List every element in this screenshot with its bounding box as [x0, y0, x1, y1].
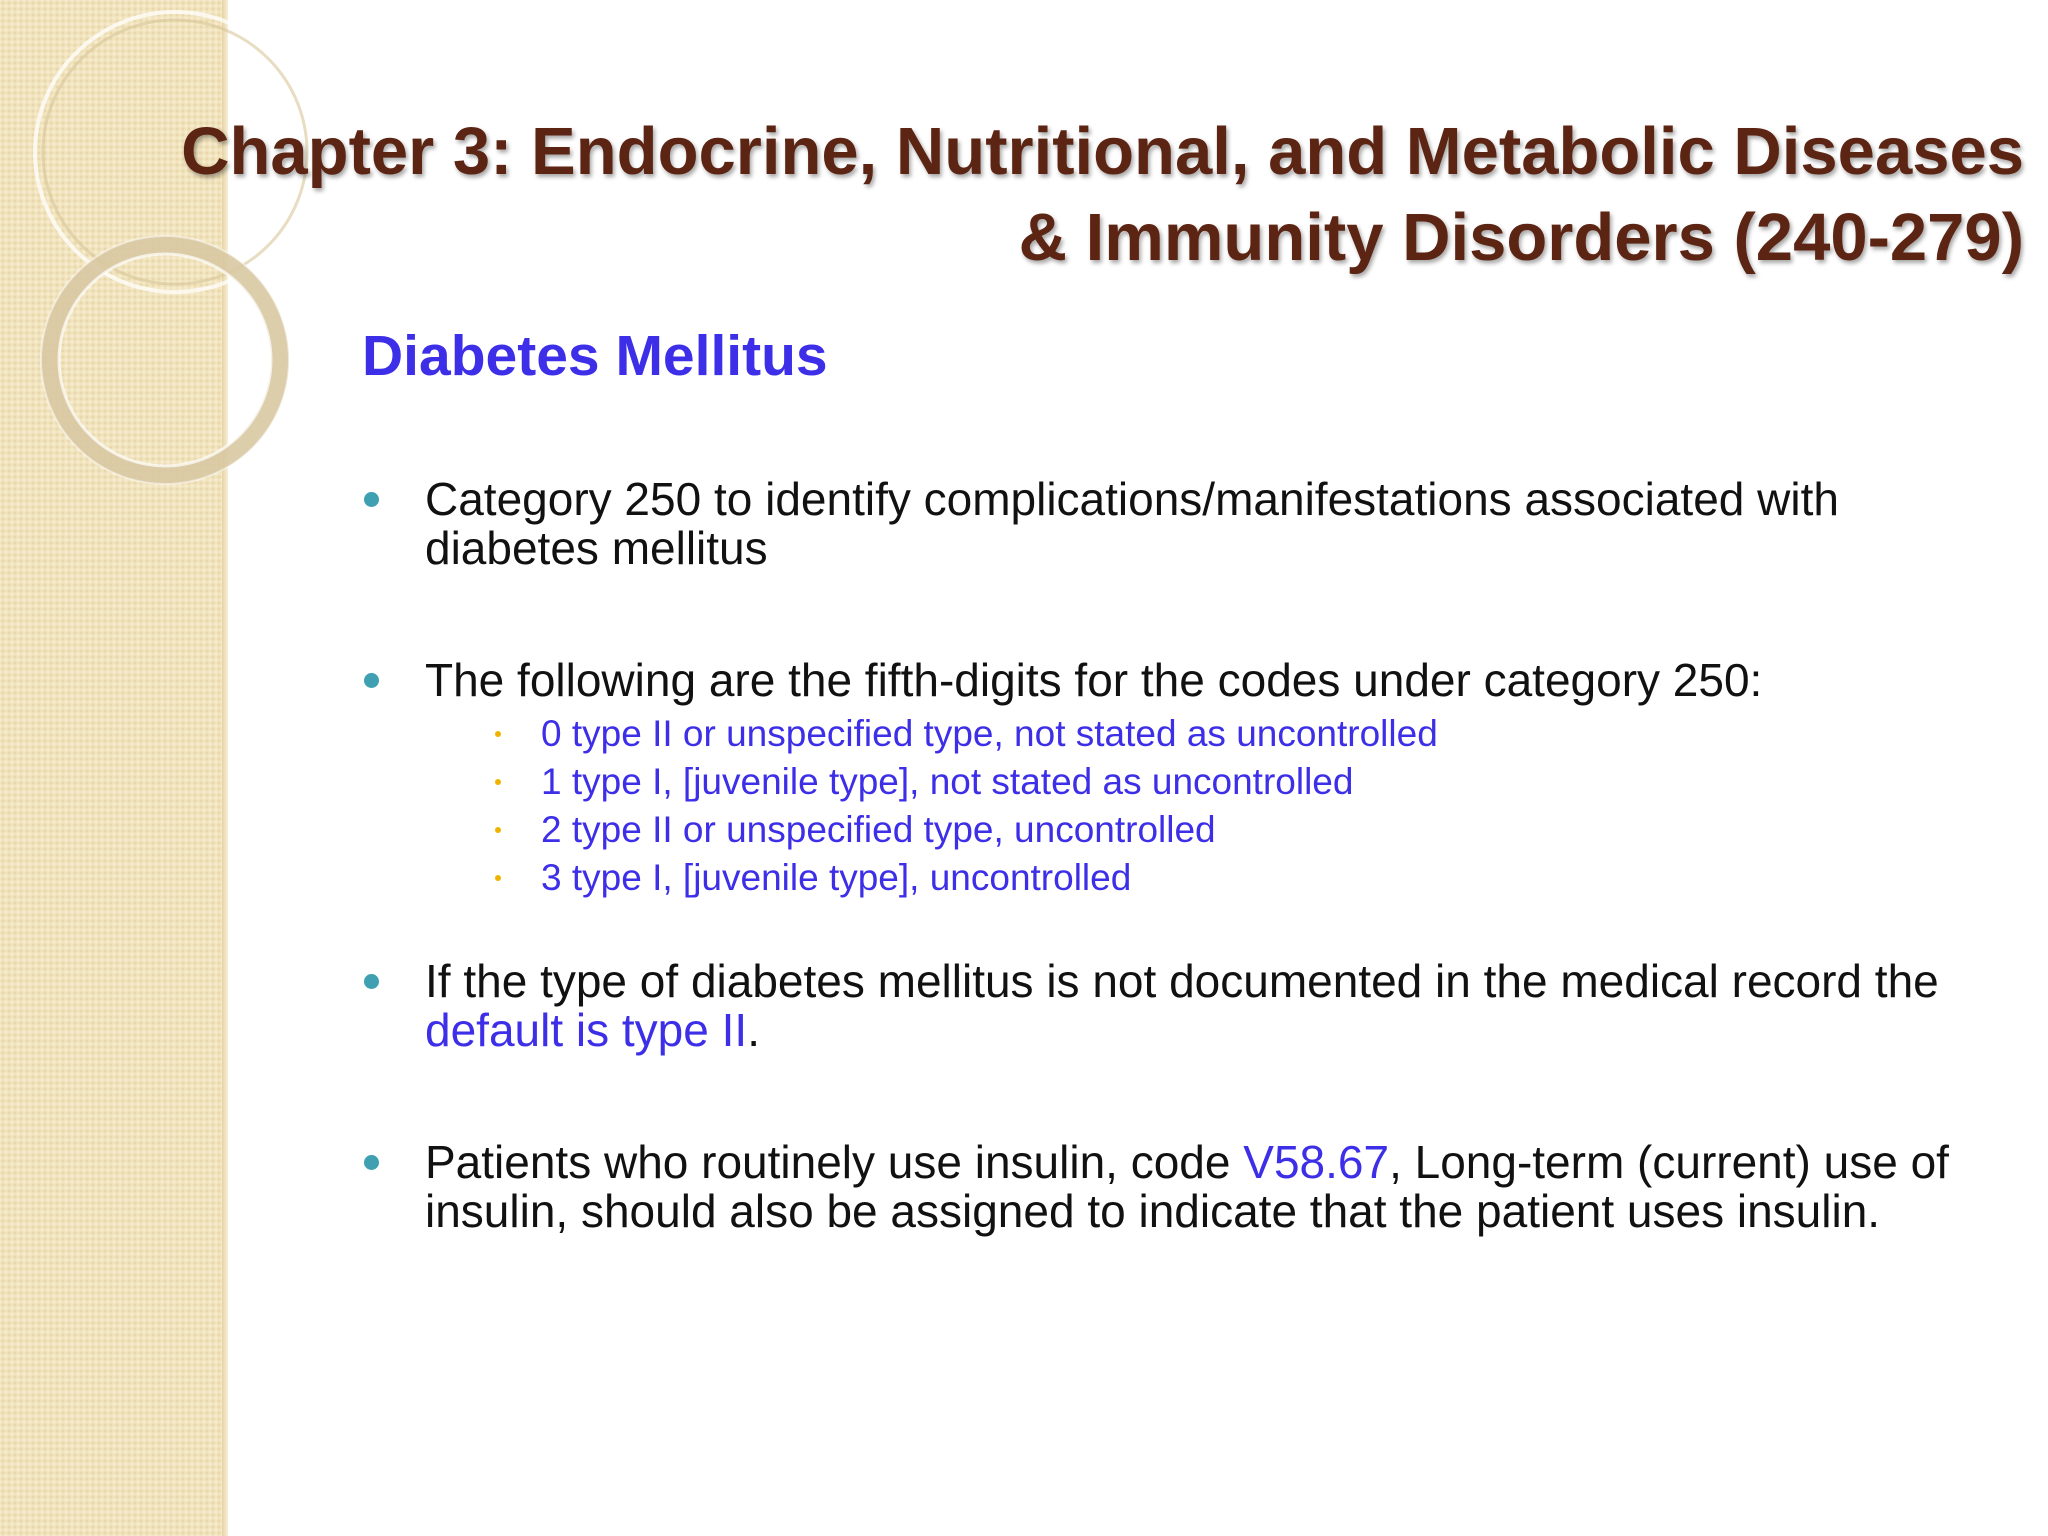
slide-subtitle: Diabetes Mellitus [362, 324, 828, 388]
bullet-text-before: Patients who routinely use insulin, code [425, 1136, 1244, 1188]
slide-title-line-2: & Immunity Disorders (240-279) [1018, 200, 2024, 275]
bullet-category-250 [425, 475, 1985, 573]
bullet-marker [364, 673, 379, 688]
bullet-insulin-code [425, 1138, 1985, 1236]
bullet-marker [364, 492, 379, 507]
bullet-highlight: default is type II [425, 1004, 748, 1056]
bullet-highlight-code: V58.67 [1243, 1136, 1390, 1188]
fifth-digit-item [541, 710, 1438, 758]
bullet-marker [364, 974, 379, 989]
sub-bullet-marker [495, 779, 501, 785]
fifth-digit-text: 3 type I, [juvenile type], uncontrolled [541, 857, 1132, 898]
fifth-digit-text: 2 type II or unspecified type, uncontrolled [541, 809, 1216, 850]
fifth-digit-item [541, 854, 1438, 902]
bullet-text: Category 250 to identify complications/manifestations associated with diabetes mellitus [425, 473, 1839, 574]
bullet-text-before: If the type of diabetes mellitus is not documented in the medical record the [425, 955, 1939, 1007]
bullet-fifth-digits [425, 656, 1985, 705]
bullet-text-after: , Long-term (current) use of insulin, should also be assigned to indicate that the patient uses insulin. [425, 1136, 1949, 1237]
bullet-default-type [425, 957, 1985, 1055]
decorative-rings-icon [0, 0, 400, 520]
fifth-digit-text: 1 type I, [juvenile type], not stated as uncontrolled [541, 761, 1354, 802]
bullet-marker [364, 1155, 379, 1170]
slide-title-line-1: Chapter 3: Endocrine, Nutritional, and Metabolic Diseases [181, 114, 2024, 189]
sub-bullet-marker [495, 875, 501, 881]
bullet-text-after: . [747, 1004, 760, 1056]
sub-bullet-marker [495, 827, 501, 833]
fifth-digit-item [541, 806, 1438, 854]
fifth-digit-item [541, 758, 1438, 806]
bullet-text: The following are the fifth-digits for the codes under category 250: [425, 654, 1763, 706]
fifth-digit-text: 0 type II or unspecified type, not stated as uncontrolled [541, 713, 1438, 754]
sub-bullet-marker [495, 731, 501, 737]
fifth-digit-list [541, 710, 1438, 902]
